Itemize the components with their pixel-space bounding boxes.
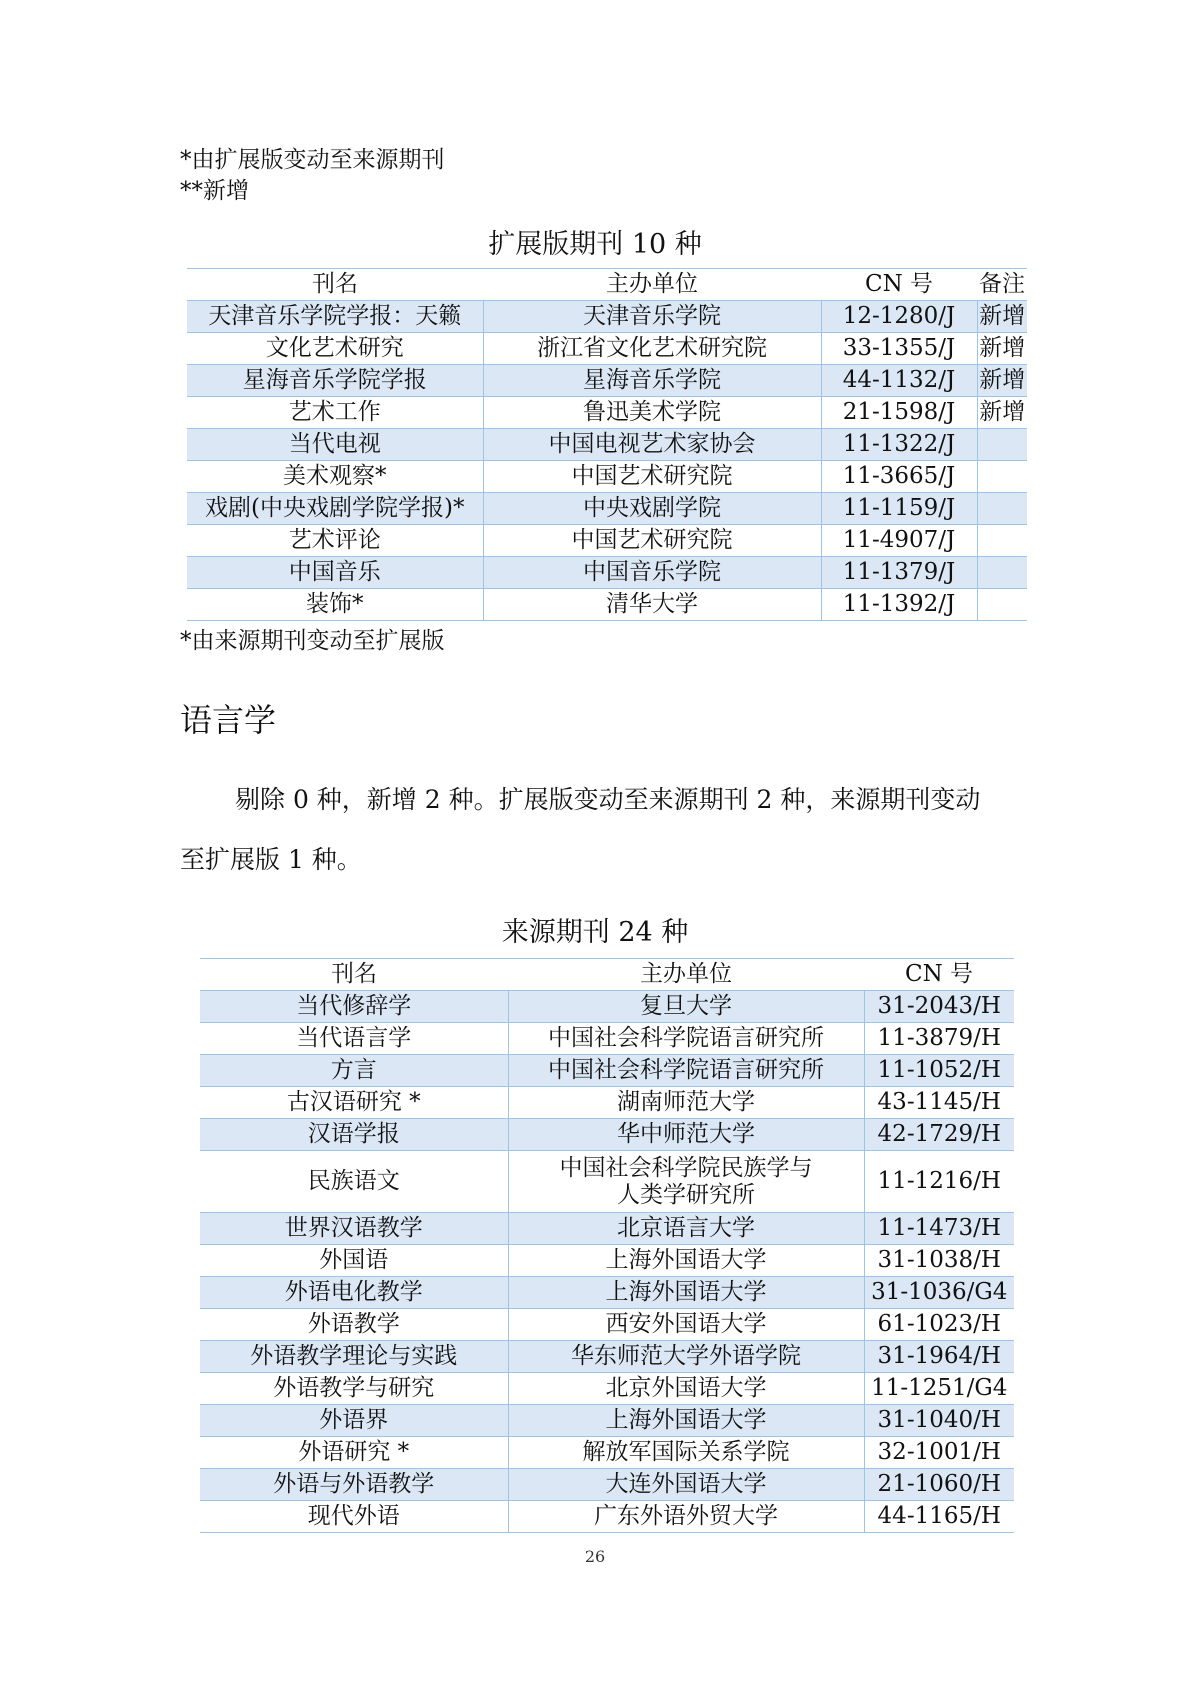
cell-remark: 新增 — [977, 365, 1027, 397]
cell-name: 当代语言学 — [296, 1025, 412, 1051]
table-row — [187, 493, 1027, 525]
table-row — [200, 991, 1014, 1023]
cell-sponsor: 中央戏剧学院 — [483, 493, 821, 525]
cell-cn: 11-1216/H — [864, 1151, 1014, 1213]
table-row — [187, 333, 1027, 365]
table-row — [200, 1087, 1014, 1119]
cell-name: 外语与外语教学 — [273, 1471, 435, 1497]
cell-name: 外国语 — [319, 1247, 389, 1273]
cell-sponsor: 华东师范大学外语学院 — [508, 1341, 864, 1373]
table-row — [200, 1213, 1014, 1245]
cell-sponsor: 解放军国际关系学院 — [508, 1437, 864, 1469]
cell-name: 装饰* — [306, 591, 364, 617]
cell-name: 外语教学理论与实践 — [250, 1343, 458, 1369]
cell-sponsor: 北京语言大学 — [508, 1213, 864, 1245]
cell-name: 星海音乐学院学报 — [242, 367, 427, 393]
table-row — [200, 1151, 1014, 1213]
cell-cn: 11-1379/J — [821, 557, 977, 589]
cell-name: 现代外语 — [307, 1503, 400, 1529]
table-row — [187, 365, 1027, 397]
cell-cn: 31-1040/H — [864, 1405, 1014, 1437]
cell-name: 天津音乐学院学报：天籁 — [208, 303, 462, 329]
paragraph-line-2: 至扩展版 1 种。 — [180, 845, 362, 874]
table2-header-sponsor: 主办单位 — [640, 961, 732, 987]
table2-header-name: 刊名 — [331, 961, 377, 987]
cell-sponsor: 鲁迅美术学院 — [483, 397, 821, 429]
table-row — [187, 589, 1027, 621]
cell-cn: 31-1964/H — [864, 1341, 1014, 1373]
cell-remark — [977, 429, 1027, 461]
cell-name: 民族语文 — [307, 1168, 400, 1194]
table2 — [200, 958, 1014, 1533]
cell-cn: 31-2043/H — [864, 991, 1014, 1023]
table-row — [200, 1437, 1014, 1469]
cell-sponsor: 华中师范大学 — [508, 1119, 864, 1151]
cell-cn: 11-1159/J — [821, 493, 977, 525]
table1-caption: 扩展版期刊 10 种 — [488, 229, 702, 260]
table-row — [200, 1501, 1014, 1533]
table1 — [187, 268, 1027, 621]
page-number: 26 — [584, 1547, 606, 1566]
cell-remark — [977, 461, 1027, 493]
cell-remark — [977, 493, 1027, 525]
cell-sponsor: 中国社会科学院语言研究所 — [508, 1023, 864, 1055]
table1-header-name: 刊名 — [312, 271, 358, 297]
cell-sponsor: 中国社会科学院语言研究所 — [508, 1055, 864, 1087]
cell-sponsor: 中国电视艺术家协会 — [483, 429, 821, 461]
table-row — [200, 1055, 1014, 1087]
cell-name: 中国音乐 — [288, 559, 381, 585]
paragraph-line-1: 剔除 0 种，新增 2 种。扩展版变动至来源期刊 2 种，来源期刊变动 — [235, 785, 981, 814]
cell-sponsor: 中国音乐学院 — [483, 557, 821, 589]
cell-name: 文化艺术研究 — [265, 335, 404, 361]
table-row — [200, 1309, 1014, 1341]
section-heading: 语言学 — [180, 701, 277, 739]
note-top-1: *由扩展版变动至来源期刊 — [180, 147, 445, 173]
cell-sponsor: 中国艺术研究院 — [483, 525, 821, 557]
table-row — [200, 1245, 1014, 1277]
table-row — [200, 1341, 1014, 1373]
note-top-2: **新增 — [180, 178, 249, 204]
cell-name: 当代电视 — [288, 431, 381, 457]
table-row — [200, 1405, 1014, 1437]
table1-header-remark: 备注 — [979, 271, 1025, 297]
cell-remark — [977, 589, 1027, 621]
cell-cn: 44-1132/J — [821, 365, 977, 397]
cell-name: 外语电化教学 — [284, 1279, 423, 1305]
table-row — [187, 557, 1027, 589]
cell-name: 当代修辞学 — [296, 993, 412, 1019]
cell-sponsor: 北京外国语大学 — [508, 1373, 864, 1405]
cell-cn: 61-1023/H — [864, 1309, 1014, 1341]
cell-sponsor: 天津音乐学院 — [483, 301, 821, 333]
cell-sponsor: 星海音乐学院 — [483, 365, 821, 397]
cell-cn: 21-1598/J — [821, 397, 977, 429]
cell-name: 汉语学报 — [307, 1121, 400, 1147]
cell-name: 艺术评论 — [288, 527, 381, 553]
cell-sponsor: 中国艺术研究院 — [483, 461, 821, 493]
cell-cn: 11-1473/H — [864, 1213, 1014, 1245]
cell-name: 外语教学 — [307, 1311, 400, 1337]
cell-cn: 11-4907/J — [821, 525, 977, 557]
cell-cn: 11-1392/J — [821, 589, 977, 621]
cell-sponsor: 复旦大学 — [508, 991, 864, 1023]
table1-header-sponsor: 主办单位 — [606, 271, 698, 297]
cell-name: 外语教学与研究 — [273, 1375, 435, 1401]
cell-name: 方言 — [330, 1057, 377, 1083]
cell-remark: 新增 — [977, 333, 1027, 365]
cell-sponsor: 广东外语外贸大学 — [508, 1501, 864, 1533]
table2-header-row — [200, 959, 1014, 991]
cell-cn: 11-3879/H — [864, 1023, 1014, 1055]
cell-cn: 11-1052/H — [864, 1055, 1014, 1087]
cell-cn: 31-1038/H — [864, 1245, 1014, 1277]
table-row — [200, 1023, 1014, 1055]
cell-sponsor: 上海外国语大学 — [508, 1245, 864, 1277]
cell-name: 艺术工作 — [288, 399, 381, 425]
cell-cn: 31-1036/G4 — [864, 1277, 1014, 1309]
cell-name: 外语研究 * — [298, 1439, 410, 1465]
cell-sponsor: 浙江省文化艺术研究院 — [483, 333, 821, 365]
table-row — [187, 301, 1027, 333]
cell-sponsor: 上海外国语大学 — [508, 1277, 864, 1309]
note-after-table1: *由来源期刊变动至扩展版 — [180, 628, 445, 654]
cell-sponsor: 大连外国语大学 — [508, 1469, 864, 1501]
cell-name: 古汉语研究 * — [286, 1089, 421, 1115]
table2-header-cn: CN 号 — [904, 961, 974, 987]
cell-sponsor: 中国社会科学院民族学与人类学研究所 — [508, 1151, 864, 1213]
cell-cn: 11-3665/J — [821, 461, 977, 493]
cell-name: 戏剧(中央戏剧学院学报)* — [205, 495, 465, 521]
cell-remark: 新增 — [977, 397, 1027, 429]
cell-cn: 43-1145/H — [864, 1087, 1014, 1119]
cell-cn: 11-1251/G4 — [864, 1373, 1014, 1405]
cell-name: 外语界 — [319, 1407, 389, 1433]
table-row — [200, 1119, 1014, 1151]
cell-cn: 21-1060/H — [864, 1469, 1014, 1501]
cell-cn: 12-1280/J — [821, 301, 977, 333]
cell-sponsor: 上海外国语大学 — [508, 1405, 864, 1437]
cell-cn: 33-1355/J — [821, 333, 977, 365]
cell-cn: 11-1322/J — [821, 429, 977, 461]
table-row — [187, 397, 1027, 429]
table-row — [187, 525, 1027, 557]
table-row — [200, 1469, 1014, 1501]
table-row — [187, 429, 1027, 461]
cell-sponsor: 湖南师范大学 — [508, 1087, 864, 1119]
cell-name: 世界汉语教学 — [284, 1215, 423, 1241]
cell-sponsor: 清华大学 — [483, 589, 821, 621]
table2-caption: 来源期刊 24 种 — [501, 917, 689, 948]
cell-cn: 44-1165/H — [864, 1501, 1014, 1533]
table-row — [187, 461, 1027, 493]
cell-name: 美术观察* — [283, 463, 387, 489]
table-row — [200, 1373, 1014, 1405]
cell-remark — [977, 525, 1027, 557]
table1-header-row — [187, 269, 1027, 301]
cell-cn: 32-1001/H — [864, 1437, 1014, 1469]
cell-cn: 42-1729/H — [864, 1119, 1014, 1151]
cell-remark: 新增 — [977, 301, 1027, 333]
cell-sponsor: 西安外国语大学 — [508, 1309, 864, 1341]
cell-remark — [977, 557, 1027, 589]
table-row — [200, 1277, 1014, 1309]
table1-header-cn: CN 号 — [864, 271, 934, 297]
